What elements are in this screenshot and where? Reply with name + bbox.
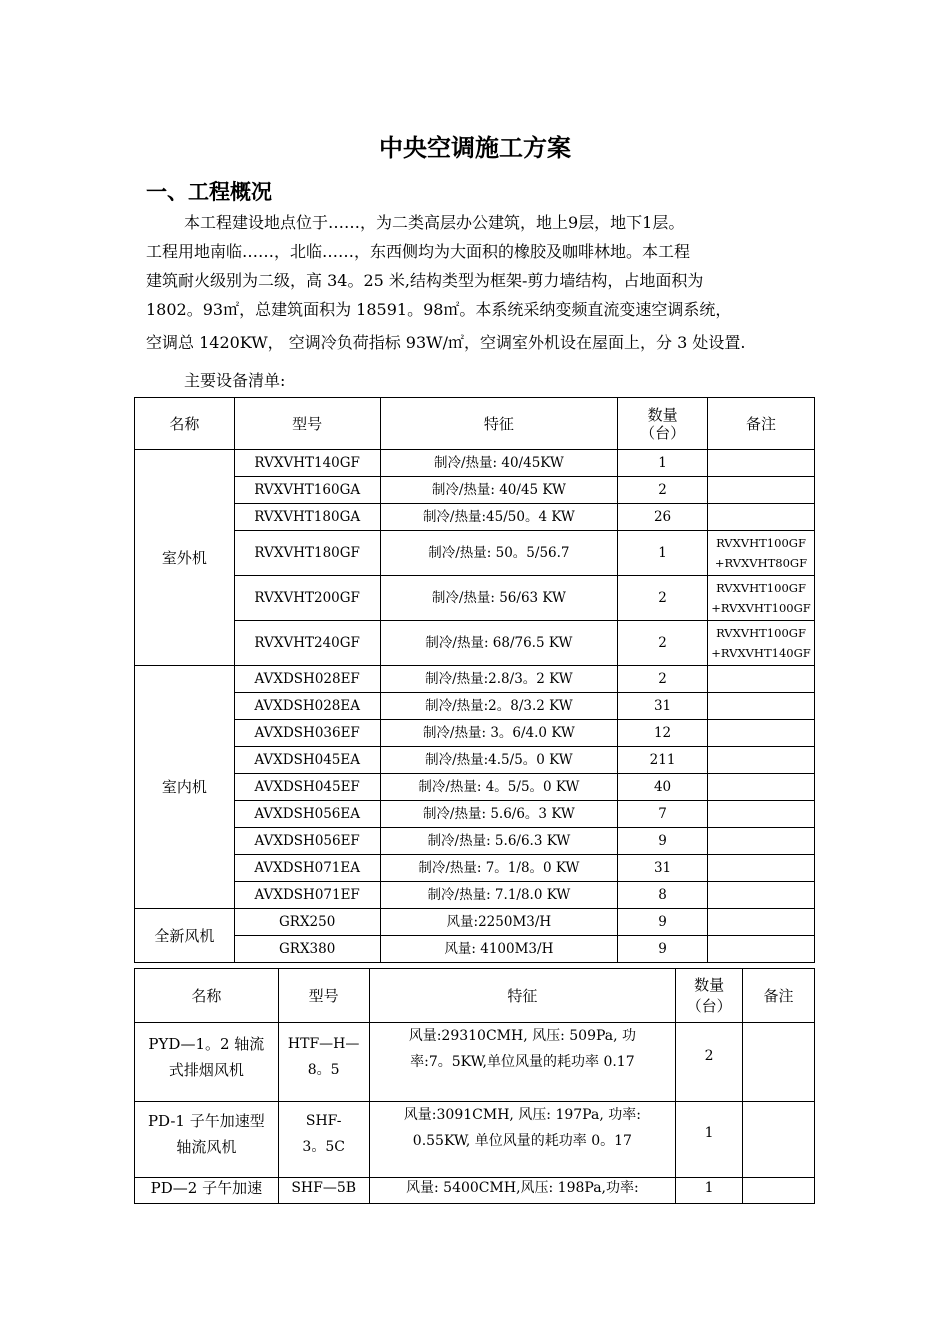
header-name: 名称 [135,398,235,450]
qty-cell: 7 [618,801,708,828]
qty-cell: 2 [676,1023,743,1102]
header-qty: 数量 （台） [618,398,708,450]
group-name: 全新风机 [135,909,235,963]
qty-cell: 9 [618,936,708,963]
note-cell [708,855,815,882]
table-row [135,666,815,693]
qty-cell: 9 [618,828,708,855]
table-row [135,1102,815,1178]
feature-cell: 风量: 4100M3/H [380,936,618,963]
qty-cell: 40 [618,774,708,801]
feature-cell: 制冷/热量:2.8/3。2 KW [380,666,618,693]
qty-cell: 2 [618,621,708,666]
model-cell: AVXDSH028EA [234,693,380,720]
table-row [135,450,815,477]
name-cell: PD—2 子午加速 [135,1178,279,1204]
qty-cell: 9 [618,909,708,936]
note-cell [708,747,815,774]
feature-cell: 风量: 5400CMH,风压: 198Pa,功率: [369,1178,676,1204]
qty-cell: 2 [618,576,708,621]
model-cell: HTF—H— 8。5 [278,1023,369,1102]
qty-cell: 2 [618,477,708,504]
feature-cell: 风量:2250M3/H [380,909,618,936]
equipment-table [134,397,815,963]
note-cell [708,450,815,477]
header-note: 备注 [708,398,815,450]
note-cell [708,909,815,936]
table-row [135,720,815,747]
section-heading: 一、工程概况 [146,180,272,204]
note-cell [743,1023,815,1102]
header-model: 型号 [234,398,380,450]
note-cell [743,1178,815,1204]
equipment-list-title: 主要设备清单: [184,371,286,390]
qty-cell: 2 [618,666,708,693]
table-row [135,774,815,801]
table-row [135,828,815,855]
model-cell: RVXVHT180GF [234,531,380,576]
feature-cell: 制冷/热量: 3。6/4.0 KW [380,720,618,747]
model-cell: AVXDSH056EA [234,801,380,828]
feature-cell: 制冷/热量: 4。5/5。0 KW [380,774,618,801]
model-cell: AVXDSH028EF [234,666,380,693]
qty-cell: 211 [618,747,708,774]
table-row [135,621,815,666]
qty-cell: 1 [676,1178,743,1204]
overview-line: 本工程建设地点位于……，为二类高层办公建筑，地上9层，地下1层。 [184,213,685,232]
header-name: 名称 [135,969,279,1023]
overview-line: 建筑耐火级别为二级，高 34。25 米,结构类型为框架-剪力墙结构，占地面积为 [146,271,704,290]
model-cell: RVXVHT140GF [234,450,380,477]
feature-cell: 制冷/热量: 7。1/8。0 KW [380,855,618,882]
note-cell [708,720,815,747]
model-cell: RVXVHT160GA [234,477,380,504]
model-cell: GRX380 [234,936,380,963]
note-cell [708,828,815,855]
model-cell: AVXDSH036EF [234,720,380,747]
table-header-row [135,398,815,450]
table-row [135,477,815,504]
model-cell: AVXDSH056EF [234,828,380,855]
model-cell: RVXVHT240GF [234,621,380,666]
model-cell: AVXDSH045EF [234,774,380,801]
model-cell: AVXDSH071EA [234,855,380,882]
qty-cell: 8 [618,882,708,909]
table-row [135,1023,815,1102]
feature-cell: 制冷/热量: 5.6/6。3 KW [380,801,618,828]
feature-cell: 制冷/热量: 68/76.5 KW [380,621,618,666]
header-feature: 特征 [369,969,676,1023]
group-name: 室内机 [135,666,235,909]
note-cell: RVXVHT100GF +RVXVHT140GF [708,621,815,666]
table-row [135,693,815,720]
feature-cell: 风量:29310CMH, 风压: 509Pa, 功 率:7。5KW,单位风量的耗功率 0.17 [369,1023,676,1102]
table-row [135,801,815,828]
qty-cell: 1 [618,450,708,477]
feature-cell: 制冷/热量:2。8/3.2 KW [380,693,618,720]
table-row [135,576,815,621]
table-row [135,531,815,576]
table-row [135,882,815,909]
note-cell: RVXVHT100GF +RVXVHT80GF [708,531,815,576]
qty-cell: 12 [618,720,708,747]
header-note: 备注 [743,969,815,1023]
note-cell [708,477,815,504]
feature-cell: 制冷/热量:4.5/5。0 KW [380,747,618,774]
overview-paragraph [146,208,826,357]
table-row [135,936,815,963]
document-title: 中央空调施工方案 [379,134,571,162]
table-header-row [135,969,815,1023]
qty-cell: 26 [618,504,708,531]
note-cell: RVXVHT100GF +RVXVHT100GF [708,576,815,621]
feature-cell: 制冷/热量:45/50。4 KW [380,504,618,531]
note-cell [708,666,815,693]
header-feature: 特征 [380,398,618,450]
feature-cell: 制冷/热量: 7.1/8.0 KW [380,882,618,909]
header-model: 型号 [278,969,369,1023]
note-cell [708,504,815,531]
overview-line: 1802。93㎡，总建筑面积为 18591。98㎡。本系统采纳变频直流变速空调系统， [146,300,732,319]
feature-cell: 风量:3091CMH, 风压: 197Pa, 功率: 0.55KW, 单位风量的耗功率 0。17 [369,1102,676,1178]
note-cell [743,1102,815,1178]
name-cell: PYD—1。2 轴流 式排烟风机 [135,1023,279,1102]
table-row [135,855,815,882]
overview-line: 工程用地南临……，北临……，东西侧均为大面积的橡胶及咖啡林地。本工程 [146,242,691,261]
qty-cell: 31 [618,855,708,882]
qty-cell: 1 [618,531,708,576]
table-row [135,504,815,531]
table-row [135,909,815,936]
name-cell: PD-1 子午加速型 轴流风机 [135,1102,279,1178]
model-cell: RVXVHT200GF [234,576,380,621]
feature-cell: 制冷/热量: 5.6/6.3 KW [380,828,618,855]
note-cell [708,936,815,963]
note-cell [708,882,815,909]
feature-cell: 制冷/热量: 40/45KW [380,450,618,477]
header-qty: 数量 （台） [676,969,743,1023]
fan-table [134,968,815,1204]
model-cell: AVXDSH045EA [234,747,380,774]
feature-cell: 制冷/热量: 50。5/56.7 [380,531,618,576]
overview-line: 空调总 1420KW， 空调冷负荷指标 93W/㎡，空调室外机设在屋面上，分 3 处设置. [146,333,746,352]
table-row [135,1178,815,1204]
qty-cell: 1 [676,1102,743,1178]
feature-cell: 制冷/热量: 40/45 KW [380,477,618,504]
qty-cell: 31 [618,693,708,720]
model-cell: RVXVHT180GA [234,504,380,531]
model-cell: SHF—5B [278,1178,369,1204]
model-cell: SHF- 3。5C [278,1102,369,1178]
table-row [135,747,815,774]
model-cell: GRX250 [234,909,380,936]
note-cell [708,801,815,828]
group-name: 室外机 [135,450,235,666]
feature-cell: 制冷/热量: 56/63 KW [380,576,618,621]
note-cell [708,693,815,720]
note-cell [708,774,815,801]
model-cell: AVXDSH071EF [234,882,380,909]
